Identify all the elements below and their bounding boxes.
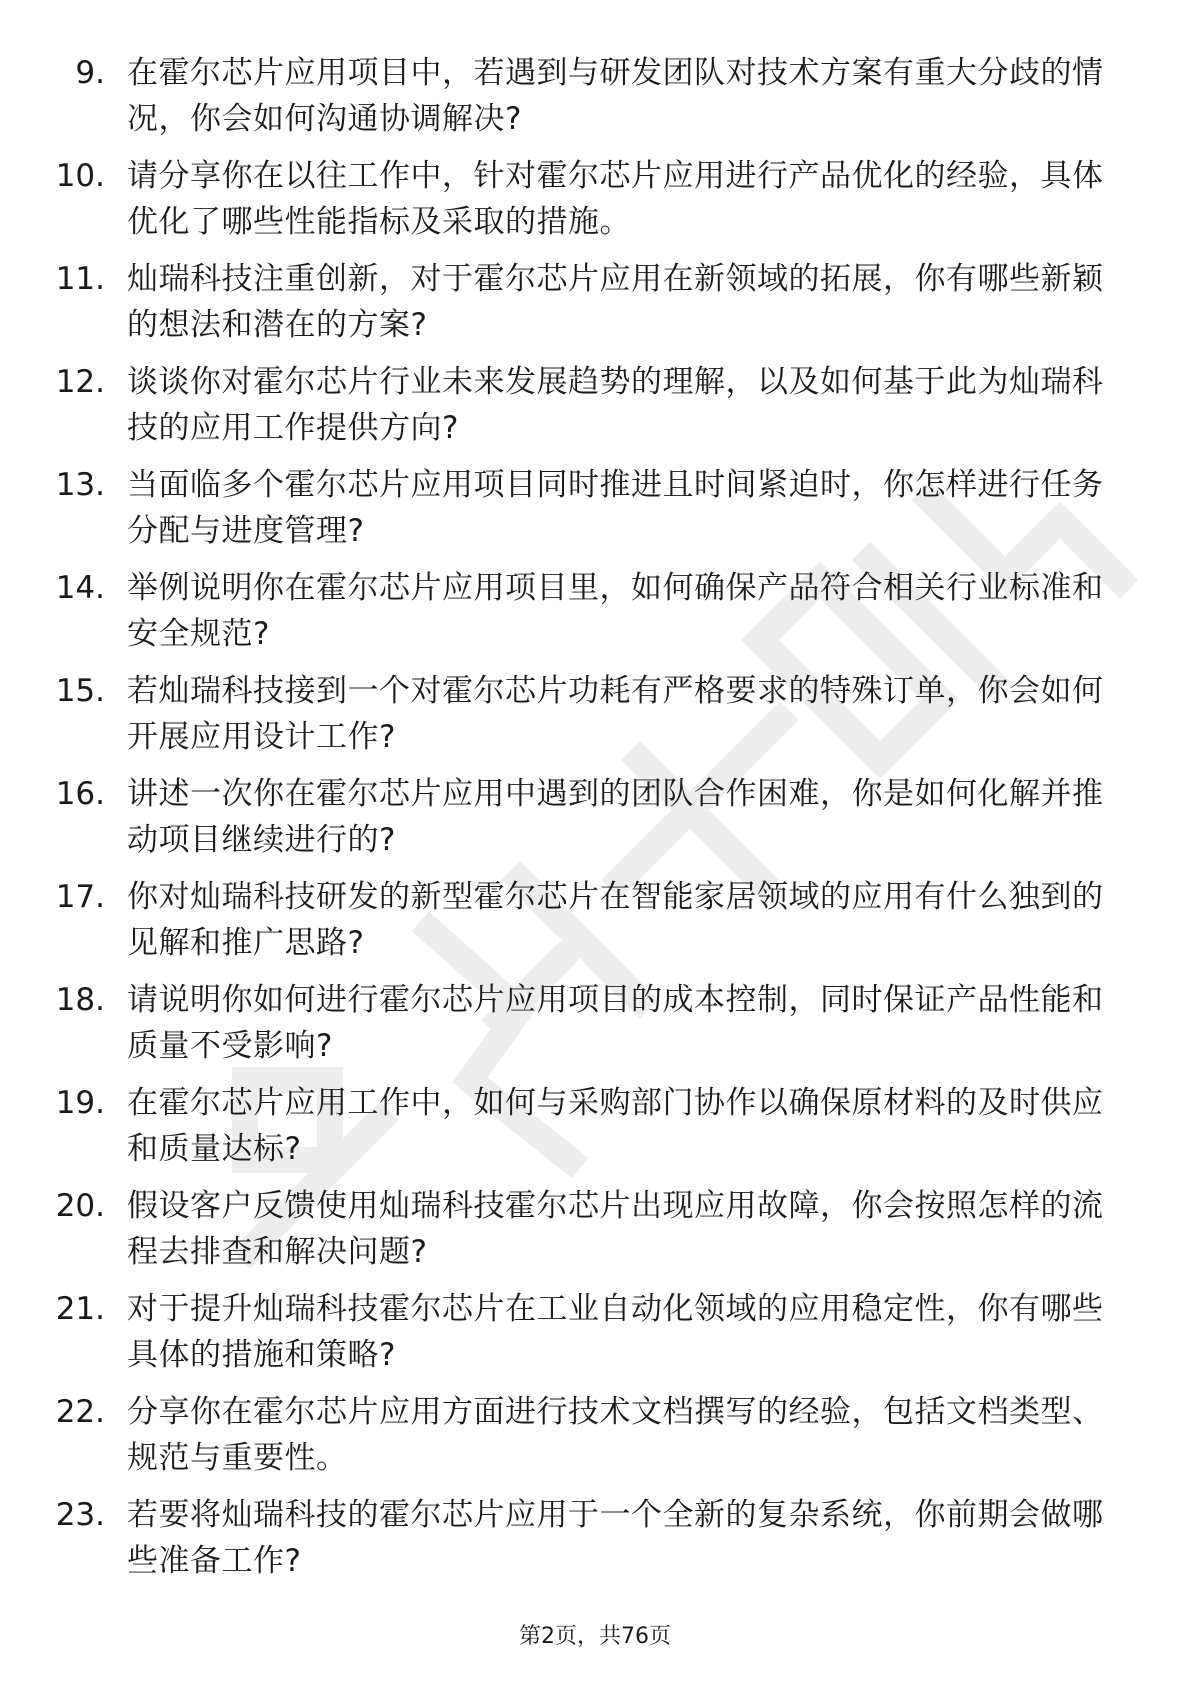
- question-number: 15.: [55, 673, 105, 709]
- question-text: 在霍尔芯片应用工作中，如何与采购部门协作以确保原材料的及时供应和质量达标?: [127, 1085, 1104, 1167]
- page-number: 第2页，共76页: [519, 1624, 671, 1649]
- question-number: 18.: [55, 982, 105, 1018]
- question-text: 请说明你如何进行霍尔芯片应用项目的成本控制，同时保证产品性能和质量不受影响?: [127, 982, 1104, 1064]
- question-text: 在霍尔芯片应用项目中，若遇到与研发团队对技术方案有重大分歧的情况，你会如何沟通协调解决?: [127, 55, 1104, 137]
- question-number: 12.: [55, 364, 105, 400]
- list-item: [0, 977, 1190, 1080]
- question-number: 23.: [55, 1497, 105, 1533]
- question-text: 灿瑞科技注重创新，对于霍尔芯片应用在新领域的拓展，你有哪些新颖的想法和潜在的方案?: [127, 261, 1104, 343]
- question-number: 14.: [55, 570, 105, 606]
- list-item: [0, 668, 1190, 771]
- list-item: [0, 153, 1190, 256]
- list-item: [0, 256, 1190, 359]
- list-item: [0, 771, 1190, 874]
- question-text: 若灿瑞科技接到一个对霍尔芯片功耗有严格要求的特殊订单，你会如何开展应用设计工作?: [127, 673, 1104, 755]
- question-text: 讲述一次你在霍尔芯片应用中遇到的团队合作困难，你是如何化解并推动项目继续进行的?: [127, 776, 1104, 858]
- list-item: [0, 462, 1190, 565]
- list-item: [0, 1080, 1190, 1183]
- question-text: 假设客户反馈使用灿瑞科技霍尔芯片出现应用故障，你会按照怎样的流程去排查和解决问题?: [127, 1188, 1104, 1270]
- question-text: 请分享你在以往工作中，针对霍尔芯片应用进行产品优化的经验，具体优化了哪些性能指标及采取的措施。: [127, 158, 1104, 240]
- question-text: 当面临多个霍尔芯片应用项目同时推进且时间紧迫时，你怎样进行任务分配与进度管理?: [127, 467, 1104, 549]
- question-list: [0, 50, 1190, 1595]
- question-number: 16.: [55, 776, 105, 812]
- question-number: 10.: [55, 158, 105, 194]
- question-number: 13.: [55, 467, 105, 503]
- list-item: [0, 359, 1190, 462]
- question-number: 19.: [55, 1085, 105, 1121]
- list-item: [0, 1286, 1190, 1389]
- question-number: 20.: [55, 1188, 105, 1224]
- question-text: 你对灿瑞科技研发的新型霍尔芯片在智能家居领域的应用有什么独到的见解和推广思路?: [127, 879, 1104, 961]
- question-number: 21.: [55, 1291, 105, 1327]
- list-item: [0, 1389, 1190, 1492]
- question-text: 分享你在霍尔芯片应用方面进行技术文档撰写的经验，包括文档类型、规范与重要性。: [127, 1394, 1104, 1476]
- question-text: 对于提升灿瑞科技霍尔芯片在工业自动化领域的应用稳定性，你有哪些具体的措施和策略?: [127, 1291, 1104, 1373]
- list-item: [0, 874, 1190, 977]
- question-text: 谈谈你对霍尔芯片行业未来发展趋势的理解，以及如何基于此为灿瑞科技的应用工作提供方向?: [127, 364, 1104, 446]
- list-item: [0, 1492, 1190, 1595]
- question-text: 若要将灿瑞科技的霍尔芯片应用于一个全新的复杂系统，你前期会做哪些准备工作?: [127, 1497, 1104, 1579]
- question-number: 17.: [55, 879, 105, 915]
- list-item: [0, 565, 1190, 668]
- list-item: [0, 50, 1190, 153]
- list-item: [0, 1183, 1190, 1286]
- question-text: 举例说明你在霍尔芯片应用项目里，如何确保产品符合相关行业标准和安全规范?: [127, 570, 1104, 652]
- question-number: 9.: [75, 55, 105, 91]
- question-number: 11.: [55, 261, 105, 297]
- question-number: 22.: [55, 1394, 105, 1430]
